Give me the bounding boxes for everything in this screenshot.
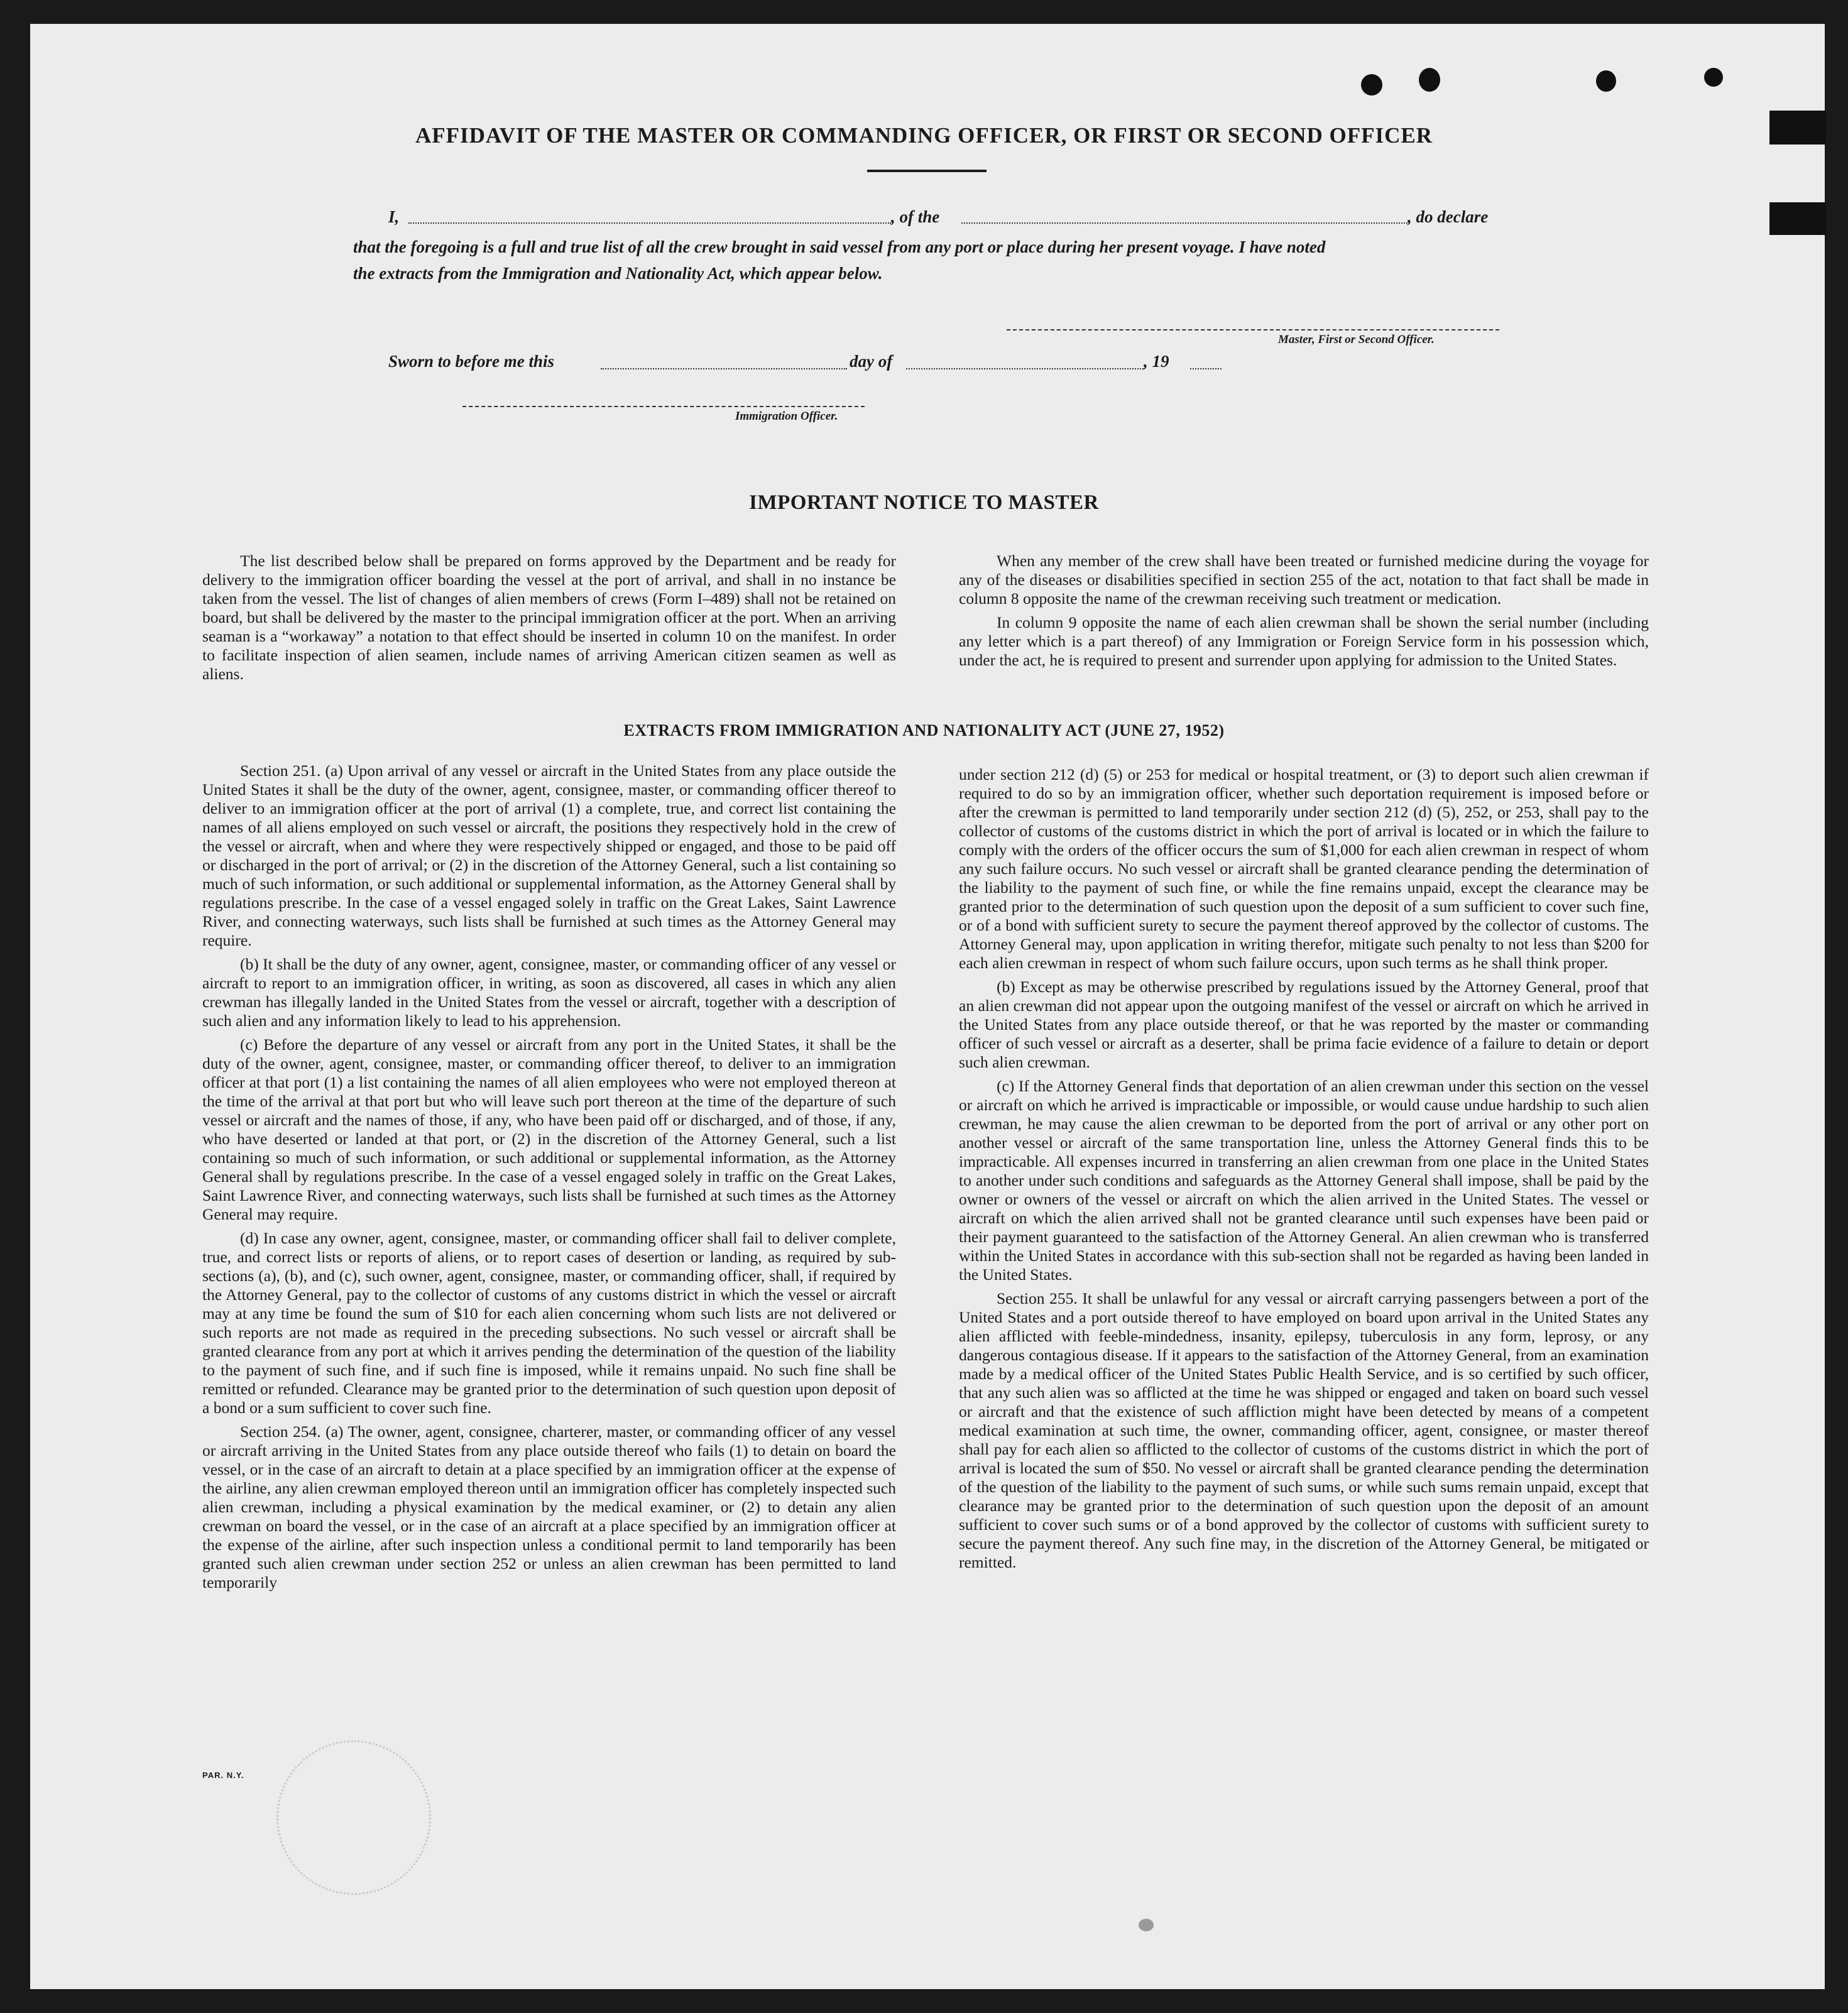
sworn-month-field[interactable] bbox=[906, 368, 1144, 369]
affidavit-i-label: I, bbox=[388, 207, 400, 226]
printer-mark: PAR. N.Y. bbox=[202, 1770, 244, 1780]
do-declare-label: , do declare bbox=[1408, 207, 1489, 226]
statement-line-1: that the foregoing is a full and true list of all the crew brought in said vessel from any port or place during her present voyage. I have noted bbox=[353, 237, 1326, 256]
extract-paragraph: (b) Except as may be otherwise prescribed by regulations issued by the Attorney General, proof that an alien crewman did not appear upon the outgoing manifest of the vessel or aircraft on which he arrived in the United States from any place outside thereof, or that he was reported by the master or commanding officer of such vessel or aircraft as a deserter, shall be prima facie evidence of a failure to detain or deport such alien crewman. bbox=[959, 978, 1649, 1071]
faint-stamp bbox=[276, 1740, 431, 1895]
punch-hole bbox=[1596, 70, 1616, 92]
notice-left-column bbox=[202, 552, 896, 689]
vessel-field[interactable] bbox=[961, 222, 1408, 224]
notice-paragraph: The list described below shall be prepared on forms approved by the Department and be ready for delivery to the immigration officer boarding the vessel at the port of arrival, and shall in no instance be taken from the vessel. The list of changes of alien members of crews (Form I–489) shall not be retained on board, but shall be delivered by the master to the principal immigration officer at the port. When an arriving seaman is a “workaway” a notation to that effect should be inserted in column 10 on the manifest. In order to facilitate inspection of alien seamen, include names of arriving American citizen seamen as well as aliens. bbox=[202, 552, 896, 683]
of-the-label: , of the bbox=[891, 207, 940, 226]
sworn-year-field[interactable] bbox=[1190, 368, 1222, 369]
extract-paragraph: (b) It shall be the duty of any owner, agent, consignee, master, or commanding officer of any vessel or aircraft to report to an immigration officer, in writing, as soon as discovered, all cases in which any alien crewman has illegally landed in the United States from the vessel or aircraft, together with a description of such alien and any information likely to lead to his apprehension. bbox=[202, 955, 896, 1030]
notice-paragraph: When any member of the crew shall have been treated or furnished medicine during the voyage for any of the diseases or disabilities specified in section 255 of the act, notation to that fact shall be made in column 8 opposite the name of the crewman receiving such treatment or medication. bbox=[959, 552, 1649, 608]
punch-hole bbox=[1361, 74, 1382, 95]
extract-paragraph: Section 255. It shall be unlawful for any vessal or aircraft carrying passengers between a port of the United States and a port outside thereof to have employed on board upon arrival in the United States any alien afflicted with feeble-mindedness, insanity, epilepsy, tuberculosis in any form, leprosy, or any dangerous contagious disease. If it appears to the satisfaction of the Attorney General, from an examination made by a medical officer of the United States Public Health Service, and is so certified by such officer, that any such alien was so afflicted at the time he was shipped or engaged and taken on board such vessel or aircraft and that the existence of such affliction might have been detected by means of a competent medical examination at such time, the owner, commanding officer, agent, consignee, or master thereof shall pay for each alien so afflicted to the collector of customs of the customs district in which the port of arrival is located the sum of $50. No vessel or aircraft shall be granted clearance pending the determination of the question of the liability to the payment of such sums, or while such sums remain unpaid, except that clearance may be granted prior to the determination of such question upon the deposit of an amount sufficient to cover such sums or of a bond approved by the collector of customs with sufficient surety to secure the payment thereof. Any such fine may, in the discretion of the Attorney General, be mitigated or remitted. bbox=[959, 1289, 1649, 1571]
sworn-day-field[interactable] bbox=[601, 368, 847, 369]
officer-caption: Immigration Officer. bbox=[735, 410, 838, 423]
title-rule bbox=[867, 170, 987, 172]
affidavit-title: AFFIDAVIT OF THE MASTER OR COMMANDING OFFICER, OR FIRST OR SECOND OFFICER bbox=[415, 123, 1433, 148]
extracts-title: EXTRACTS FROM IMMIGRATION AND NATIONALITY ACT (JUNE 27, 1952) bbox=[623, 721, 1225, 739]
extracts-left-column bbox=[202, 761, 896, 1597]
smudge-mark bbox=[1139, 1919, 1154, 1931]
officer-signature-line[interactable] bbox=[462, 406, 865, 407]
extracts-right-column bbox=[959, 765, 1649, 1577]
day-of-label: day of bbox=[850, 352, 893, 371]
notice-paragraph: In column 9 opposite the name of each alien crewman shall be shown the serial number (including any letter which is a part thereof) of any Immigration or Foreign Service form in his possession which, under the act, he is required to present and surrender upon applying for admission to the United States. bbox=[959, 613, 1649, 669]
extract-paragraph: Section 254. (a) The owner, agent, consignee, charterer, master, or commanding officer of any vessel or aircraft arriving in the United States from any place outside thereof who fails (1) to detain on board the vessel, or in the case of an aircraft to detain at a place specified by an immigration officer at the expense of the airline, any alien crewman employed thereon until an immigration officer has completely inspected such alien crewman, including a physical examination by the medical examiner, or (2) to detain any alien crewman on board the vessel, or in the case of an aircraft at a place specified by an immigration officer at the expense of the airline, after such inspection unless a conditional permit to land temporarily has been granted such alien crewman under section 252 or unless an alien crewman has been permitted to land temporarily bbox=[202, 1422, 896, 1591]
extract-paragraph: under section 212 (d) (5) or 253 for medical or hospital treatment, or (3) to deport such alien crewman if required to do so by an immigration officer, whether such deportation requirement is imposed before or after the crewman is permitted to land temporarily under section 212 (d) (5), 252, or 253, shall pay to the collector of customs of the customs district in which the port of arrival is located or in which the failure to comply with the orders of the officer occurs the sum of $1,000 for each alien crewman in respect of whom any such failure occurs. No such vessel or aircraft shall be granted clearance pending the determination of the liability to the payment of such fine, or while the fine remains unpaid, except the clearance may be granted prior to the determination of such question upon the deposit of a sum sufficient to cover such fine, or of a bond with sufficient surety to secure the payment thereof approved by the collector of customs. The Attorney General may, upon application in writing therefor, mitigate such penalty to not less than $200 for each alien crewman in respect of whom such failure occurs, upon such terms as he shall think proper. bbox=[959, 765, 1649, 972]
sworn-label: Sworn to before me this bbox=[388, 352, 555, 371]
extract-paragraph: Section 251. (a) Upon arrival of any vessel or aircraft in the United States from any place outside the United States it shall be the duty of the owner, agent, consignee, master, or commanding officer thereof to deliver to an immigration officer at the port of arrival (1) a complete, true, and correct list containing the names of all aliens employed on such vessel or aircraft, the positions they respectively hold in the crew of the vessel or aircraft, when and where they were respectively shipped or engaged, and those to be paid off or discharged in the port of arrival; or (2) in the discretion of the Attorney General, such a list containing so much of such information, or such additional or supplemental information, as the Attorney General shall by regulations prescribe. In the case of a vessel engaged solely in traffic on the Great Lakes, Saint Lawrence River, and connecting waterways, such lists shall be furnished at such times as the Attorney General may require. bbox=[202, 761, 896, 949]
punch-hole bbox=[1419, 68, 1440, 92]
master-signature-line[interactable] bbox=[1007, 329, 1499, 330]
notice-title: IMPORTANT NOTICE TO MASTER bbox=[749, 491, 1099, 514]
notice-right-column bbox=[959, 552, 1649, 675]
statement-line-2: the extracts from the Immigration and Nationality Act, which appear below. bbox=[353, 264, 883, 283]
extract-paragraph: (d) In case any owner, agent, consignee, master, or commanding officer shall fail to deliver complete, true, and correct lists or reports of aliens, or to report cases of desertion or landing, as required by sub-sections (a), (b), and (c), such owner, agent, consignee, master, or commanding officer, shall, if required by the Attorney General, pay to the collector of customs of any customs district in which the vessel or aircraft may at any time be found the sum of $10 for each alien concerning whom such lists are not delivered or such reports are not made as required in the preceding subsections. No such vessel or aircraft shall be granted clearance from any port at which it arrives pending the determination of the question of the liability to the payment of such fine, and if such fine is imposed, while it remains unpaid. No such fine shall be remitted or refunded. Clearance may be granted prior to the determination of such question upon deposit of a bond or a sum sufficient to cover such fine. bbox=[202, 1229, 896, 1417]
extract-paragraph: (c) If the Attorney General finds that deportation of an alien crewman under this section on the vessel or aircraft on which he arrived is impracticable or impossible, or would cause undue hardship to such alien crewman, he may cause the alien crewman to be deported from the port of arrival or any other port on another vessel or aircraft of the same transportation line, unless the Attorney General finds this to be impracticable. All expenses incurred in transferring an alien crewman from one place in the United States to another under such conditions and safeguards as the Attorney General shall impose, shall be paid by the owner or owners of the vessel or aircraft on which the alien arrived in the United States. The vessel or aircraft on which the alien arrived shall not be granted clearance until such expenses have been paid or their payment guaranteed to the satisfaction of the Attorney General. An alien crewman who is transferred within the United States in accordance with this sub-section shall not be regarded as having been landed in the United States. bbox=[959, 1077, 1649, 1284]
master-caption: Master, First or Second Officer. bbox=[1278, 333, 1435, 346]
extract-paragraph: (c) Before the departure of any vessel or aircraft from any port in the United States, it shall be the duty of the owner, agent, consignee, master, or commanding officer thereof, to deliver to an immigration officer at that port (1) a list containing the names of all alien employees who were not employed thereon at the time of the arrival at that port but who will leave such port thereon at the time of the departure of such vessel or aircraft and the names of those, if any, who have been paid off or discharged, and of those, if any, who have deserted or landed at that port, or (2) in the discretion of the Attorney General, such a list containing so much of such information, or such additional or supplemental information, as the Attorney General shall by regulations prescribe. In the case of a vessel engaged solely in traffic on the Great Lakes, Saint Lawrence River, and connecting waterways, such lists shall be furnished at such times as the Attorney General may require. bbox=[202, 1035, 896, 1223]
name-field[interactable] bbox=[408, 222, 891, 224]
punch-hole bbox=[1704, 68, 1723, 87]
year-label: , 19 bbox=[1144, 352, 1169, 371]
edge-tab bbox=[1769, 202, 1826, 235]
